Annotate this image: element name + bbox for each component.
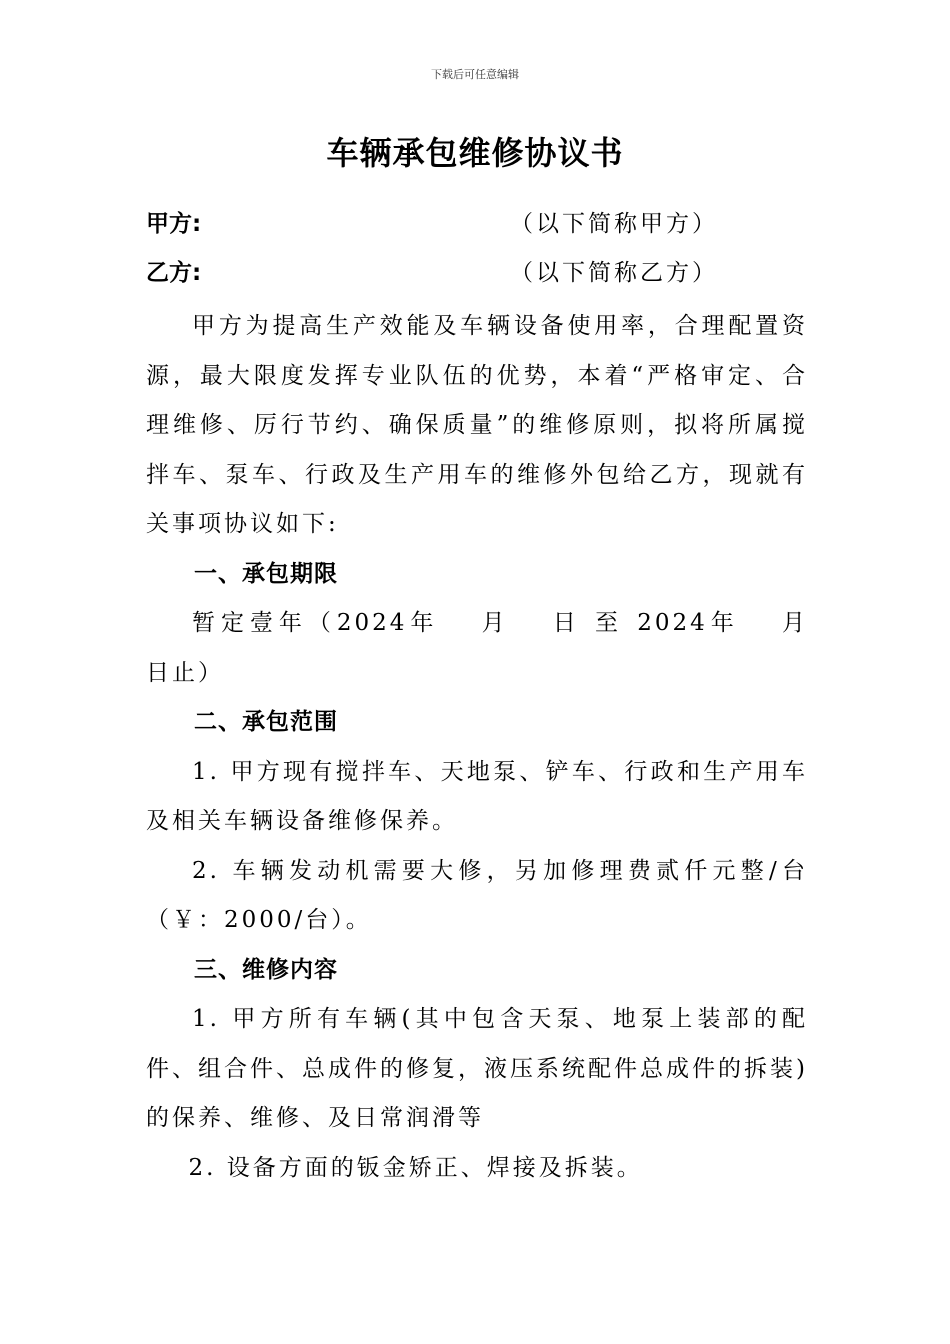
- document-title: 车辆承包维修协议书: [326, 134, 624, 172]
- document-body: [146, 302, 845, 1193]
- intro-paragraph: 甲方为提高生产效能及车辆设备使用率，合理配置资源，最大限度发挥专业队伍的优势，本着“严格审定、合理维修、厉行节约、确保质量”的维修原则，拟将所属搅拌车、泵车、行政及生产用车的维修外包给乙方，现就有关事项协议如下:: [146, 313, 808, 537]
- content-item-1: 1. 甲方所有车辆(其中包含天泵、地泵上装部的配件、组合件、总成件的修复，液压系统配件总成件的拆装)的保养、维修、及日常润滑等: [146, 1006, 808, 1131]
- term-paragraph: 暂定壹年（2024年 月 日 至 2024年 月 日止）: [146, 610, 845, 686]
- party-a-line: [146, 207, 826, 241]
- section-heading-content: 三、维修内容: [194, 956, 338, 983]
- scope-item-1: 1. 甲方现有搅拌车、天地泵、铲车、行政和生产用车及相关车辆设备维修保养。: [146, 758, 808, 834]
- scope-item-2: 2. 车辆发动机需要大修，另加修理费贰仟元整/台（￥：2000/台）。: [146, 857, 808, 933]
- section-heading-term: 一、承包期限: [194, 560, 338, 587]
- section-heading-scope: 二、承包范围: [194, 709, 338, 735]
- party-b-line: [146, 256, 826, 290]
- content-item-2: 2. 设备方面的钣金矫正、焊接及拆装。: [188, 1154, 643, 1181]
- party-a-abbreviation: （以下简称甲方）: [510, 211, 718, 237]
- party-b-label: 乙方:: [146, 260, 202, 286]
- party-b-abbreviation: （以下简称乙方）: [510, 260, 718, 286]
- party-a-label: 甲方:: [146, 211, 202, 237]
- header-note: 下载后可任意编辑: [431, 68, 519, 81]
